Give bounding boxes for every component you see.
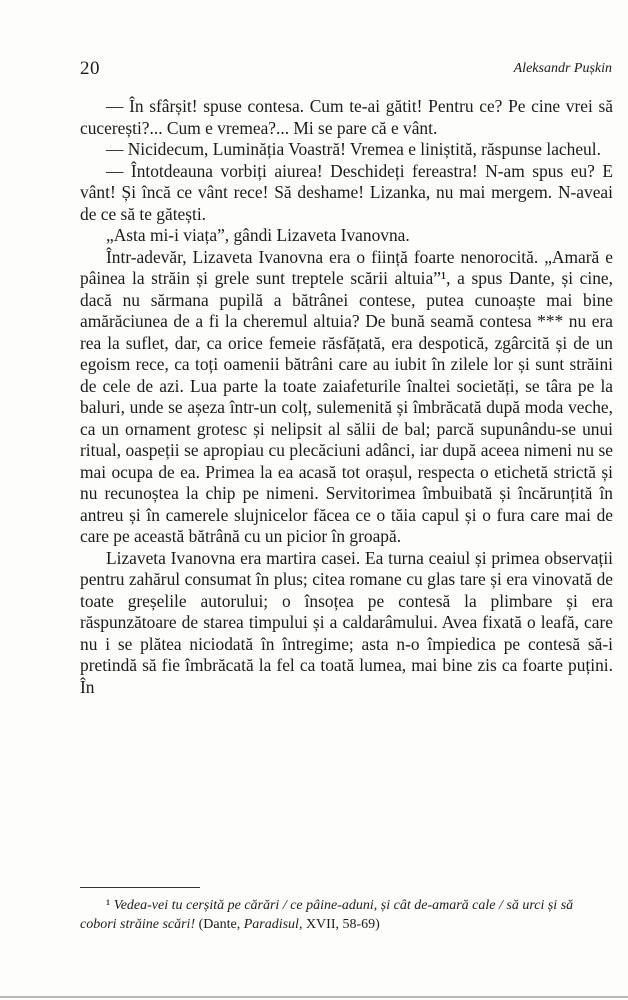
- page-header: [80, 58, 618, 82]
- footnote-citation-close: , XVII, 58-69): [298, 917, 380, 932]
- page-number: 20: [80, 58, 100, 79]
- page-bottom-edge: [0, 996, 628, 998]
- footnote-divider: [80, 887, 200, 888]
- footnote: [80, 896, 613, 934]
- paragraph: — Întotdeauna vorbiți aiurea! Deschideți fereastra! N-am spus eu? E vânt! Și încă ce vânt rece! Să deshame! Lizanka, nu mai mergem. N-aveai de ce să te gătești.: [80, 160, 613, 224]
- footnote-citation-work: Paradisul: [243, 917, 299, 932]
- paragraph: Lizaveta Ivanovna era martira casei. Ea turna ceaiul și primea observații pentru zahărul consumat în plus; citea romane cu glas tare și era vinovată de toate greșelile autorului; o însoțea pe contesă la plimbare și era răspunzătoare de starea timpului și a caldarâmului. Avea fixată o leafă, care nu i se plătea niciodată în întregime; asta n-o împiedica pe contesă să-i pretindă să fie îmbrăcată la fel ca toată lumea, mai bine zis ca foarte puțini. În: [80, 547, 613, 697]
- footnote-verse: Vedea-vei tu cerșită pe cărări / ce pâine-aduni, și cât de-amară cale / să urci și să cobori străine scări!: [80, 898, 574, 932]
- body-text: [80, 96, 613, 698]
- paragraph: Într-adevăr, Lizaveta Ivanovna era o ființă foarte nenorocită. „Amară e pâinea la străin și grele sunt treptele scării altuia”¹, a spus Dante, și cine, dacă nu sărmana pupilă a bătrânei contese, putea cunoaște mai bine amărăciunea de a fi la cheremul altuia? De bună seamă contesa *** nu era rea la suflet, dar, ca orice femeie răsfățată, era despotică, zgârcită și de un egoism rece, ca toți oamenii bătrâni care au iubit în zilele lor și sunt străini de cele de azi. Lua parte la toate zaiafeturile înaltei societăți, se târa pe la baluri, unde se așeza într-un colț, sulemenită și îmbrăcată după moda veche, ca un ornament grotesc și nelipsit al sălii de bal; parcă supunându-se unui ritual, oaspeții se apropiau cu plecăciuni adânci, iar după aceea nimeni nu se mai ocupa de ea. Primea la ea acasă tot orașul, respecta o etichetă strictă și nu recunoștea la chip pe nimeni. Servitorimea îmbuibată și încărunțită în antreu și în camerele slujnicelor făcea ce o tăia capul și o fura care mai de care pe această bătrână cu un picior în groapă.: [80, 246, 613, 546]
- paragraph: „Asta mi-i viața”, gândi Lizaveta Ivanovna.: [106, 225, 410, 245]
- footnote-citation-open: (Dante,: [195, 917, 244, 932]
- paragraph: — Nicidecum, Luminăția Voastră! Vremea e liniștită, răspunse lacheul.: [106, 139, 601, 159]
- running-head-author: Aleksandr Pușkin: [513, 61, 612, 76]
- paragraph: — În sfârșit! spuse contesa. Cum te-ai gătit! Pentru ce? Pe cine vrei să cucerești?... Cum e vremea?... Mi se pare că e vânt.: [80, 96, 613, 138]
- footnote-marker: ¹: [106, 898, 111, 913]
